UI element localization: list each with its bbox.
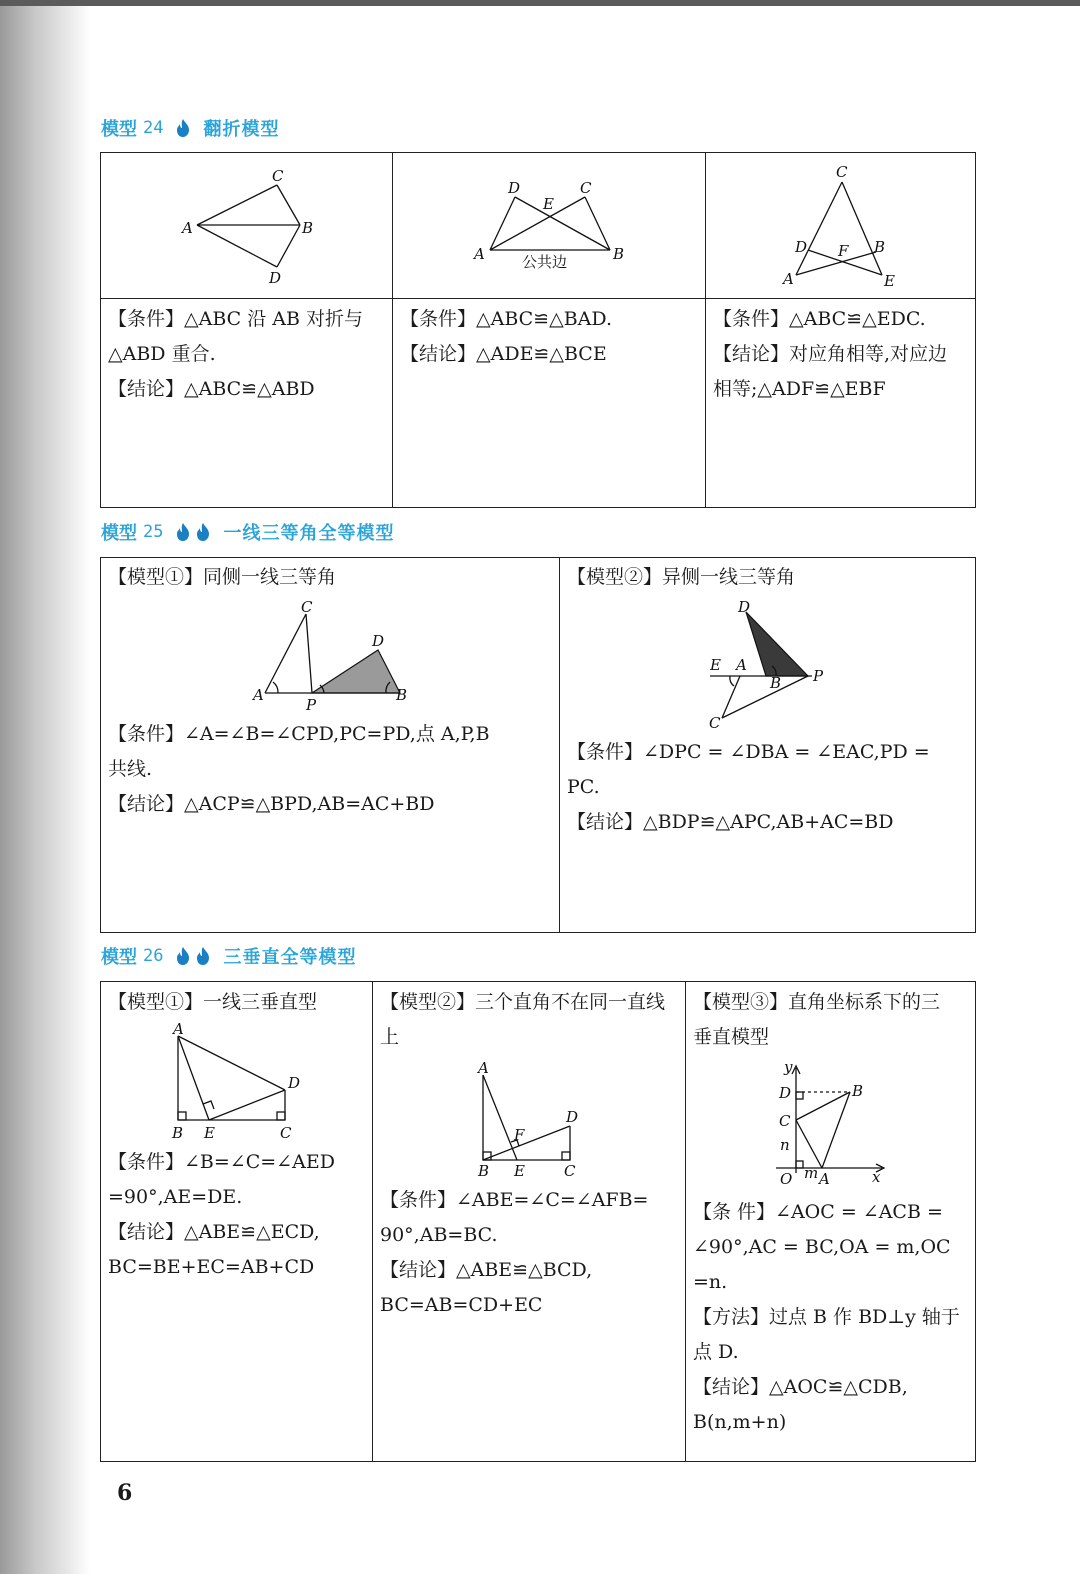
divider [372, 981, 373, 1462]
model24-col1 [108, 302, 390, 407]
model26-col1-head [108, 985, 370, 1020]
conclusion-text: BC=BE+EC=AB+CD [108, 1256, 315, 1278]
perpendicular-diagram-1 [165, 1022, 315, 1144]
divider [392, 152, 393, 508]
fold-diagram-3 [780, 160, 910, 290]
model24-col2 [400, 302, 700, 372]
model-label: 模型 [101, 119, 137, 140]
model-title: 三垂直全等模型 [223, 947, 357, 968]
condition-text: PC. [567, 776, 600, 798]
svg-text:A: A [783, 270, 794, 288]
conclusion-text: 【结论】△AOC≌△CDB, [693, 1376, 908, 1398]
model-label: 模型 [101, 947, 137, 968]
svg-text:A: A [253, 686, 264, 704]
model-number: 25 [143, 522, 164, 542]
svg-text:C: C [301, 598, 313, 616]
page-number: 6 [117, 1480, 133, 1506]
model-subtitle: 【模型②】异侧一线三等角 [567, 566, 796, 588]
svg-text:B: B [396, 686, 408, 704]
svg-text:B: B [852, 1082, 864, 1100]
svg-text:D: D [372, 632, 385, 650]
svg-text:D: D [795, 238, 808, 256]
condition-text: 【条件】∠ABE=∠C=∠AFB= [380, 1189, 649, 1211]
coordinate-diagram [770, 1058, 890, 1193]
model-subtitle: 上 [380, 1026, 400, 1048]
svg-text:E: E [514, 1162, 525, 1180]
condition-text: 【条件】∠DPC = ∠DBA = ∠EAC,PD = [567, 741, 930, 763]
svg-text:C: C [580, 179, 592, 197]
svg-text:B: B [302, 219, 314, 237]
model26-col2-text [380, 1183, 682, 1323]
model25-left-text [108, 717, 558, 822]
condition-text: 共线. [108, 758, 153, 780]
model24-col3 [713, 302, 971, 407]
svg-text:E: E [204, 1124, 215, 1142]
conclusion-text: 相等;△ADF≌△EBF [713, 378, 886, 400]
model-number: 24 [143, 118, 164, 138]
method-text: 【方法】过点 B 作 BD⊥y 轴于 [693, 1306, 960, 1328]
condition-text: △ABD 重合. [108, 343, 216, 365]
svg-text:B: B [172, 1124, 184, 1142]
svg-text:E: E [710, 656, 721, 674]
model25-right [567, 560, 971, 595]
svg-text:m: m [804, 1164, 819, 1182]
top-bar [0, 0, 1080, 6]
svg-text:C: C [836, 163, 848, 181]
flame-icon [175, 522, 191, 542]
fold-diagram-1 [175, 165, 325, 290]
conclusion-text: 【结论】△ADE≌△BCE [400, 343, 607, 365]
model24-heading [101, 114, 279, 142]
model-subtitle: 垂直模型 [693, 1026, 770, 1048]
conclusion-text: 【结论】△ACP≌△BPD,AB=AC+BD [108, 793, 435, 815]
model-title: 一线三等角全等模型 [223, 523, 395, 544]
divider [705, 152, 706, 508]
three-angle-diagram-1 [250, 598, 420, 713]
flame-icon [195, 522, 211, 542]
svg-text:F: F [514, 1126, 525, 1144]
svg-text:n: n [780, 1136, 790, 1154]
svg-text:E: E [543, 195, 554, 213]
svg-text:A: A [182, 219, 193, 237]
flame-icon [195, 946, 211, 966]
model26-col3-head [693, 985, 971, 1055]
conclusion-text: 【结论】△ABC≌△ABD [108, 378, 315, 400]
svg-text:A: A [173, 1022, 184, 1038]
model-label: 模型 [101, 523, 137, 544]
svg-text:A: A [819, 1170, 830, 1188]
model26-col3-text [693, 1195, 971, 1440]
fold-diagram-2 [470, 175, 630, 275]
condition-text: 【条 件】∠AOC = ∠ACB = [693, 1201, 943, 1223]
condition-text: 【条件】∠A=∠B=∠CPD,PC=PD,点 A,P,B [108, 723, 490, 745]
svg-text:y: y [784, 1058, 793, 1076]
svg-text:P: P [813, 667, 824, 685]
model25-left [108, 560, 553, 595]
svg-text:F: F [838, 242, 849, 260]
model26-col2-head [380, 985, 682, 1055]
svg-text:x: x [872, 1168, 881, 1186]
conclusion-text: 【结论】△ABE≌△BCD, [380, 1259, 593, 1281]
conclusion-text: 【结论】△BDP≌△APC,AB+AC=BD [567, 811, 894, 833]
flame-icon [175, 118, 191, 138]
condition-text: 【条件】∠B=∠C=∠AED [108, 1151, 335, 1173]
svg-text:D: D [508, 179, 521, 197]
conclusion-text: 【结论】对应角相等,对应边 [713, 343, 948, 365]
svg-text:C: C [272, 167, 284, 185]
svg-text:C: C [280, 1124, 292, 1142]
condition-text: 【条件】△ABC≌△EDC. [713, 308, 926, 330]
condition-text: ∠90°,AC = BC,OA = m,OC [693, 1236, 951, 1258]
svg-text:B: B [770, 674, 782, 692]
common-side-label: 公共边 [522, 253, 568, 271]
perpendicular-diagram-2 [470, 1058, 590, 1183]
method-text: 点 D. [693, 1341, 739, 1363]
svg-text:O: O [780, 1170, 793, 1188]
conclusion-text: B(n,m+n) [693, 1411, 787, 1433]
model25-right-text [567, 735, 971, 840]
model25-heading [101, 518, 394, 546]
svg-text:D: D [779, 1084, 792, 1102]
svg-text:B: B [874, 238, 886, 256]
condition-text: 【条件】△ABC≌△BAD. [400, 308, 612, 330]
divider [100, 298, 976, 299]
svg-text:C: C [779, 1112, 791, 1130]
conclusion-text: BC=AB=CD+EC [380, 1294, 543, 1316]
model26-col1-text [108, 1145, 370, 1285]
model-title: 翻折模型 [203, 119, 280, 140]
model-subtitle: 【模型①】一线三垂直型 [108, 991, 318, 1013]
condition-text: =90°,AE=DE. [108, 1186, 243, 1208]
model-subtitle: 【模型①】同侧一线三等角 [108, 566, 337, 588]
model-subtitle: 【模型②】三个直角不在同一直线 [380, 991, 666, 1013]
model-subtitle: 【模型③】直角坐标系下的三 [693, 991, 941, 1013]
conclusion-text: 【结论】△ABE≌△ECD, [108, 1221, 320, 1243]
condition-text: =n. [693, 1271, 728, 1293]
svg-text:D: D [288, 1074, 301, 1092]
svg-text:C: C [564, 1162, 576, 1180]
condition-text: 90°,AB=BC. [380, 1224, 498, 1246]
flame-icon [175, 946, 191, 966]
model26-heading [101, 942, 356, 970]
three-angle-diagram-2 [700, 598, 835, 733]
svg-text:A: A [474, 245, 485, 263]
page-shadow [0, 6, 90, 1574]
svg-text:D: D [738, 598, 751, 616]
svg-text:A: A [736, 656, 747, 674]
svg-text:C: C [709, 714, 721, 732]
condition-text: 【条件】△ABC 沿 AB 对折与 [108, 308, 363, 330]
svg-text:B: B [478, 1162, 490, 1180]
svg-text:B: B [613, 245, 625, 263]
divider [559, 557, 560, 933]
svg-text:E: E [884, 272, 895, 290]
divider [685, 981, 686, 1462]
model-number: 26 [143, 946, 164, 966]
svg-text:A: A [478, 1059, 489, 1077]
svg-text:P: P [306, 696, 317, 713]
svg-text:D: D [566, 1108, 579, 1126]
svg-text:D: D [269, 269, 282, 287]
